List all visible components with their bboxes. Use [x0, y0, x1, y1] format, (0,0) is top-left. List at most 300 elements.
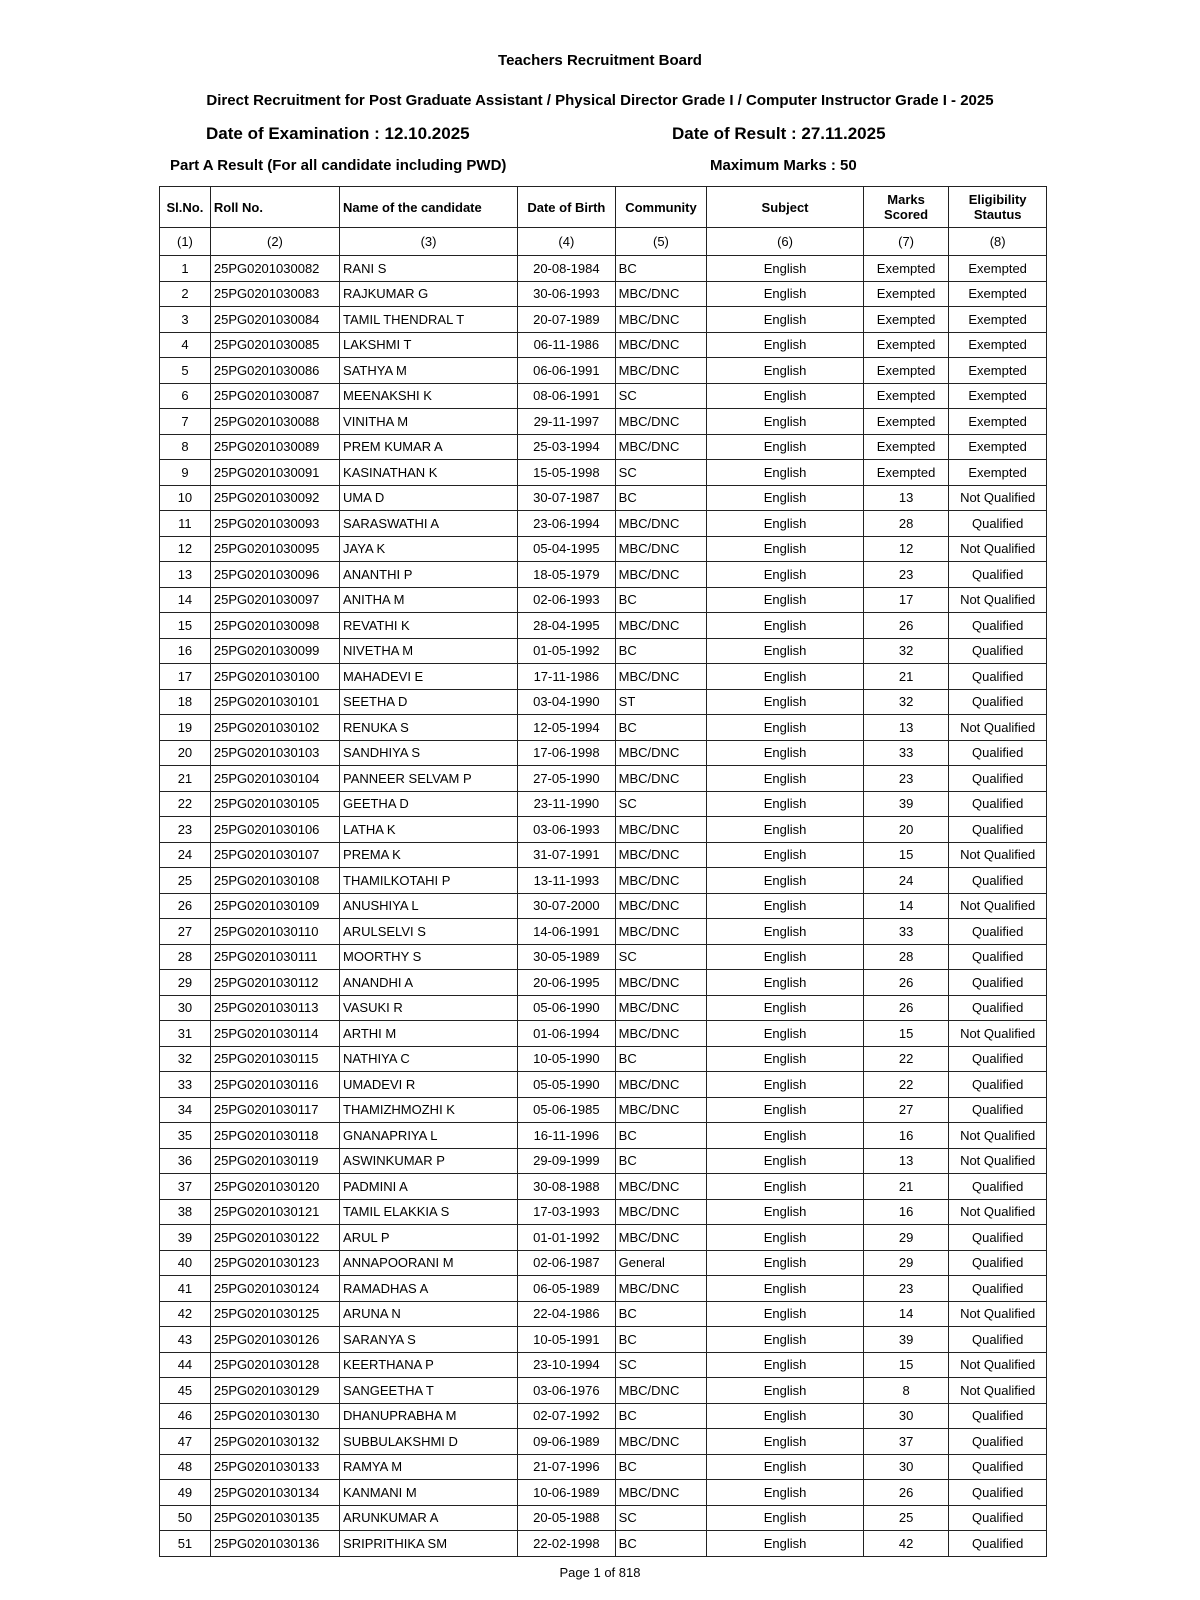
cell-subject: English — [707, 1480, 864, 1506]
cell-sl-no: 8 — [160, 434, 211, 460]
cell-community: SC — [615, 944, 707, 970]
cell-subject: English — [707, 511, 864, 537]
cell-roll-no: 25PG0201030096 — [210, 562, 339, 588]
cell-eligibility: Exempted — [949, 307, 1047, 333]
cell-community: MBC/DNC — [615, 1199, 707, 1225]
cell-roll-no: 25PG0201030119 — [210, 1148, 339, 1174]
table-row — [160, 1403, 1047, 1429]
cell-dob: 06-11-1986 — [518, 332, 616, 358]
cell-community: BC — [615, 485, 707, 511]
cell-dob: 23-06-1994 — [518, 511, 616, 537]
cell-name: RAMADHAS A — [340, 1276, 518, 1302]
cell-community: BC — [615, 1531, 707, 1557]
cell-community: MBC/DNC — [615, 613, 707, 639]
cell-sl-no: 32 — [160, 1046, 211, 1072]
table-row — [160, 511, 1047, 537]
cell-community: MBC/DNC — [615, 868, 707, 894]
cell-dob: 13-11-1993 — [518, 868, 616, 894]
cell-subject: English — [707, 995, 864, 1021]
cell-subject: English — [707, 409, 864, 435]
table-row — [160, 485, 1047, 511]
cell-marks: 25 — [863, 1505, 948, 1531]
cell-sl-no: 31 — [160, 1021, 211, 1047]
cell-subject: English — [707, 434, 864, 460]
cell-sl-no: 6 — [160, 383, 211, 409]
cell-eligibility: Not Qualified — [949, 485, 1047, 511]
cell-sl-no: 35 — [160, 1123, 211, 1149]
col-number: (3) — [340, 228, 518, 256]
cell-subject: English — [707, 664, 864, 690]
cell-marks: 8 — [863, 1378, 948, 1404]
cell-eligibility: Qualified — [949, 1250, 1047, 1276]
cell-eligibility: Qualified — [949, 1072, 1047, 1098]
cell-dob: 22-02-1998 — [518, 1531, 616, 1557]
cell-subject: English — [707, 1250, 864, 1276]
cell-sl-no: 9 — [160, 460, 211, 486]
table-row — [160, 1454, 1047, 1480]
cell-roll-no: 25PG0201030091 — [210, 460, 339, 486]
cell-eligibility: Qualified — [949, 740, 1047, 766]
table-row — [160, 332, 1047, 358]
cell-community: BC — [615, 256, 707, 282]
cell-sl-no: 48 — [160, 1454, 211, 1480]
cell-name: SANGEETHA T — [340, 1378, 518, 1404]
cell-dob: 06-06-1991 — [518, 358, 616, 384]
cell-roll-no: 25PG0201030087 — [210, 383, 339, 409]
cell-community: BC — [615, 1148, 707, 1174]
cell-dob: 25-03-1994 — [518, 434, 616, 460]
table-row — [160, 1046, 1047, 1072]
cell-eligibility: Qualified — [949, 1225, 1047, 1251]
cell-community: MBC/DNC — [615, 1225, 707, 1251]
cell-sl-no: 23 — [160, 817, 211, 843]
col-number: (8) — [949, 228, 1047, 256]
cell-roll-no: 25PG0201030129 — [210, 1378, 339, 1404]
cell-community: MBC/DNC — [615, 1276, 707, 1302]
cell-community: MBC/DNC — [615, 842, 707, 868]
cell-name: SRIPRITHIKA SM — [340, 1531, 518, 1557]
cell-marks: 24 — [863, 868, 948, 894]
cell-community: MBC/DNC — [615, 1378, 707, 1404]
cell-sl-no: 37 — [160, 1174, 211, 1200]
cell-sl-no: 3 — [160, 307, 211, 333]
cell-subject: English — [707, 1021, 864, 1047]
cell-dob: 23-11-1990 — [518, 791, 616, 817]
table-row — [160, 766, 1047, 792]
cell-marks: 26 — [863, 613, 948, 639]
cell-name: ARUNA N — [340, 1301, 518, 1327]
max-marks: Maximum Marks : 50 — [710, 157, 857, 174]
cell-community: MBC/DNC — [615, 332, 707, 358]
cell-eligibility: Qualified — [949, 1327, 1047, 1353]
cell-sl-no: 49 — [160, 1480, 211, 1506]
table-row — [160, 383, 1047, 409]
cell-dob: 01-06-1994 — [518, 1021, 616, 1047]
cell-subject: English — [707, 970, 864, 996]
cell-sl-no: 28 — [160, 944, 211, 970]
cell-roll-no: 25PG0201030089 — [210, 434, 339, 460]
cell-marks: Exempted — [863, 409, 948, 435]
cell-roll-no: 25PG0201030117 — [210, 1097, 339, 1123]
cell-subject: English — [707, 1225, 864, 1251]
cell-sl-no: 7 — [160, 409, 211, 435]
cell-name: JAYA K — [340, 536, 518, 562]
cell-sl-no: 40 — [160, 1250, 211, 1276]
cell-subject: English — [707, 766, 864, 792]
cell-dob: 14-06-1991 — [518, 919, 616, 945]
cell-name: UMADEVI R — [340, 1072, 518, 1098]
cell-eligibility: Qualified — [949, 511, 1047, 537]
cell-community: MBC/DNC — [615, 995, 707, 1021]
cell-subject: English — [707, 842, 864, 868]
cell-community: MBC/DNC — [615, 1097, 707, 1123]
cell-eligibility: Not Qualified — [949, 715, 1047, 741]
cell-community: SC — [615, 791, 707, 817]
cell-marks: 39 — [863, 1327, 948, 1353]
cell-roll-no: 25PG0201030095 — [210, 536, 339, 562]
cell-community: MBC/DNC — [615, 1174, 707, 1200]
table-row — [160, 1378, 1047, 1404]
cell-roll-no: 25PG0201030116 — [210, 1072, 339, 1098]
cell-name: KANMANI M — [340, 1480, 518, 1506]
cell-eligibility: Not Qualified — [949, 1199, 1047, 1225]
cell-dob: 02-07-1992 — [518, 1403, 616, 1429]
table-row — [160, 638, 1047, 664]
cell-eligibility: Not Qualified — [949, 1148, 1047, 1174]
cell-dob: 30-07-2000 — [518, 893, 616, 919]
cell-marks: 42 — [863, 1531, 948, 1557]
cell-name: SARASWATHI A — [340, 511, 518, 537]
cell-community: MBC/DNC — [615, 281, 707, 307]
cell-roll-no: 25PG0201030126 — [210, 1327, 339, 1353]
cell-roll-no: 25PG0201030113 — [210, 995, 339, 1021]
cell-sl-no: 17 — [160, 664, 211, 690]
cell-subject: English — [707, 791, 864, 817]
cell-community: BC — [615, 715, 707, 741]
cell-roll-no: 25PG0201030105 — [210, 791, 339, 817]
cell-dob: 12-05-1994 — [518, 715, 616, 741]
cell-name: SEETHA D — [340, 689, 518, 715]
cell-sl-no: 13 — [160, 562, 211, 588]
table-row — [160, 562, 1047, 588]
cell-name: ARTHI M — [340, 1021, 518, 1047]
cell-sl-no: 44 — [160, 1352, 211, 1378]
cell-name: THAMILKOTAHI P — [340, 868, 518, 894]
cell-name: SANDHIYA S — [340, 740, 518, 766]
cell-roll-no: 25PG0201030128 — [210, 1352, 339, 1378]
table-row — [160, 1352, 1047, 1378]
table-row — [160, 409, 1047, 435]
cell-sl-no: 2 — [160, 281, 211, 307]
cell-marks: 37 — [863, 1429, 948, 1455]
cell-eligibility: Qualified — [949, 1480, 1047, 1506]
cell-community: SC — [615, 1352, 707, 1378]
cell-roll-no: 25PG0201030092 — [210, 485, 339, 511]
cell-dob: 18-05-1979 — [518, 562, 616, 588]
cell-marks: 12 — [863, 536, 948, 562]
cell-marks: 33 — [863, 919, 948, 945]
table-row — [160, 919, 1047, 945]
cell-roll-no: 25PG0201030123 — [210, 1250, 339, 1276]
cell-marks: Exempted — [863, 281, 948, 307]
cell-roll-no: 25PG0201030086 — [210, 358, 339, 384]
page-indicator: Page 1 of 818 — [559, 1565, 641, 1580]
cell-community: BC — [615, 1454, 707, 1480]
document-title: Teachers Recruitment Board — [498, 52, 702, 69]
cell-roll-no: 25PG0201030114 — [210, 1021, 339, 1047]
cell-marks: Exempted — [863, 332, 948, 358]
cell-roll-no: 25PG0201030097 — [210, 587, 339, 613]
cell-subject: English — [707, 1454, 864, 1480]
cell-name: ARUNKUMAR A — [340, 1505, 518, 1531]
cell-name: SUBBULAKSHMI D — [340, 1429, 518, 1455]
cell-subject: English — [707, 383, 864, 409]
col-number: (4) — [518, 228, 616, 256]
cell-marks: 26 — [863, 1480, 948, 1506]
cell-community: MBC/DNC — [615, 664, 707, 690]
table-row — [160, 460, 1047, 486]
cell-sl-no: 10 — [160, 485, 211, 511]
cell-roll-no: 25PG0201030120 — [210, 1174, 339, 1200]
cell-eligibility: Qualified — [949, 791, 1047, 817]
cell-eligibility: Qualified — [949, 868, 1047, 894]
cell-roll-no: 25PG0201030109 — [210, 893, 339, 919]
cell-community: MBC/DNC — [615, 1021, 707, 1047]
cell-eligibility: Qualified — [949, 1174, 1047, 1200]
table-row — [160, 281, 1047, 307]
cell-roll-no: 25PG0201030106 — [210, 817, 339, 843]
cell-community: BC — [615, 1403, 707, 1429]
cell-roll-no: 25PG0201030100 — [210, 664, 339, 690]
cell-subject: English — [707, 740, 864, 766]
cell-dob: 20-06-1995 — [518, 970, 616, 996]
cell-eligibility: Not Qualified — [949, 1021, 1047, 1047]
cell-roll-no: 25PG0201030132 — [210, 1429, 339, 1455]
col-number: (5) — [615, 228, 707, 256]
cell-name: LATHA K — [340, 817, 518, 843]
table-row — [160, 740, 1047, 766]
table-row — [160, 664, 1047, 690]
cell-dob: 10-06-1989 — [518, 1480, 616, 1506]
cell-community: General — [615, 1250, 707, 1276]
cell-name: TAMIL ELAKKIA S — [340, 1199, 518, 1225]
part-a-label: Part A Result (For all candidate including PWD) — [170, 157, 507, 174]
cell-subject: English — [707, 1046, 864, 1072]
cell-name: PREMA K — [340, 842, 518, 868]
table-row — [160, 1199, 1047, 1225]
result-date: Date of Result : 27.11.2025 — [672, 124, 886, 143]
cell-roll-no: 25PG0201030101 — [210, 689, 339, 715]
cell-subject: English — [707, 536, 864, 562]
cell-roll-no: 25PG0201030125 — [210, 1301, 339, 1327]
table-row — [160, 256, 1047, 282]
cell-community: MBC/DNC — [615, 536, 707, 562]
cell-eligibility: Qualified — [949, 664, 1047, 690]
cell-marks: Exempted — [863, 434, 948, 460]
cell-sl-no: 19 — [160, 715, 211, 741]
cell-marks: 39 — [863, 791, 948, 817]
cell-subject: English — [707, 281, 864, 307]
table-row — [160, 1505, 1047, 1531]
cell-dob: 29-11-1997 — [518, 409, 616, 435]
cell-eligibility: Not Qualified — [949, 842, 1047, 868]
cell-roll-no: 25PG0201030098 — [210, 613, 339, 639]
cell-eligibility: Qualified — [949, 1097, 1047, 1123]
cell-community: MBC/DNC — [615, 817, 707, 843]
cell-dob: 28-04-1995 — [518, 613, 616, 639]
cell-community: MBC/DNC — [615, 1072, 707, 1098]
cell-name: SARANYA S — [340, 1327, 518, 1353]
cell-eligibility: Qualified — [949, 1429, 1047, 1455]
cell-name: GNANAPRIYA L — [340, 1123, 518, 1149]
cell-community: ST — [615, 689, 707, 715]
cell-sl-no: 51 — [160, 1531, 211, 1557]
cell-name: THAMIZHMOZHI K — [340, 1097, 518, 1123]
cell-name: ARUL P — [340, 1225, 518, 1251]
cell-dob: 23-10-1994 — [518, 1352, 616, 1378]
cell-marks: 16 — [863, 1123, 948, 1149]
cell-roll-no: 25PG0201030124 — [210, 1276, 339, 1302]
col-roll-no: Roll No. — [210, 187, 339, 228]
cell-dob: 20-08-1984 — [518, 256, 616, 282]
cell-subject: English — [707, 1352, 864, 1378]
cell-roll-no: 25PG0201030104 — [210, 766, 339, 792]
cell-marks: 13 — [863, 1148, 948, 1174]
cell-marks: 23 — [863, 766, 948, 792]
cell-dob: 15-05-1998 — [518, 460, 616, 486]
cell-roll-no: 25PG0201030136 — [210, 1531, 339, 1557]
cell-subject: English — [707, 485, 864, 511]
cell-marks: 13 — [863, 715, 948, 741]
cell-sl-no: 36 — [160, 1148, 211, 1174]
cell-sl-no: 47 — [160, 1429, 211, 1455]
cell-subject: English — [707, 1072, 864, 1098]
col-dob: Date of Birth — [518, 187, 616, 228]
col-name: Name of the candidate — [340, 187, 518, 228]
table-row — [160, 715, 1047, 741]
cell-subject: English — [707, 332, 864, 358]
cell-subject: English — [707, 1097, 864, 1123]
cell-eligibility: Qualified — [949, 919, 1047, 945]
cell-subject: English — [707, 1531, 864, 1557]
cell-eligibility: Qualified — [949, 1454, 1047, 1480]
cell-community: MBC/DNC — [615, 307, 707, 333]
cell-marks: 15 — [863, 1352, 948, 1378]
cell-roll-no: 25PG0201030112 — [210, 970, 339, 996]
cell-subject: English — [707, 1123, 864, 1149]
cell-name: KASINATHAN K — [340, 460, 518, 486]
cell-roll-no: 25PG0201030107 — [210, 842, 339, 868]
table-row — [160, 1097, 1047, 1123]
cell-community: MBC/DNC — [615, 434, 707, 460]
cell-community: BC — [615, 638, 707, 664]
cell-name: RANI S — [340, 256, 518, 282]
cell-dob: 17-11-1986 — [518, 664, 616, 690]
cell-name: MOORTHY S — [340, 944, 518, 970]
cell-sl-no: 41 — [160, 1276, 211, 1302]
cell-sl-no: 34 — [160, 1097, 211, 1123]
cell-eligibility: Qualified — [949, 1531, 1047, 1557]
cell-sl-no: 4 — [160, 332, 211, 358]
cell-community: MBC/DNC — [615, 970, 707, 996]
table-row — [160, 1429, 1047, 1455]
cell-dob: 27-05-1990 — [518, 766, 616, 792]
cell-subject: English — [707, 893, 864, 919]
cell-name: ANITHA M — [340, 587, 518, 613]
cell-eligibility: Qualified — [949, 613, 1047, 639]
cell-dob: 30-08-1988 — [518, 1174, 616, 1200]
cell-name: ANUSHIYA L — [340, 893, 518, 919]
cell-name: LAKSHMI T — [340, 332, 518, 358]
cell-roll-no: 25PG0201030088 — [210, 409, 339, 435]
cell-dob: 30-06-1993 — [518, 281, 616, 307]
table-row — [160, 613, 1047, 639]
cell-marks: 21 — [863, 664, 948, 690]
cell-name: MAHADEVI E — [340, 664, 518, 690]
cell-subject: English — [707, 460, 864, 486]
cell-subject: English — [707, 562, 864, 588]
cell-marks: 15 — [863, 842, 948, 868]
cell-eligibility: Qualified — [949, 1046, 1047, 1072]
cell-dob: 01-05-1992 — [518, 638, 616, 664]
col-eligibility: Eligibility Stautus — [949, 187, 1047, 228]
cell-name: TAMIL THENDRAL T — [340, 307, 518, 333]
cell-marks: 22 — [863, 1072, 948, 1098]
table-row — [160, 1250, 1047, 1276]
cell-community: MBC/DNC — [615, 1480, 707, 1506]
cell-roll-no: 25PG0201030099 — [210, 638, 339, 664]
cell-name: RAJKUMAR G — [340, 281, 518, 307]
cell-community: MBC/DNC — [615, 1429, 707, 1455]
cell-name: PANNEER SELVAM P — [340, 766, 518, 792]
cell-marks: 14 — [863, 1301, 948, 1327]
cell-community: SC — [615, 460, 707, 486]
cell-subject: English — [707, 1505, 864, 1531]
cell-sl-no: 30 — [160, 995, 211, 1021]
cell-subject: English — [707, 689, 864, 715]
cell-subject: English — [707, 1174, 864, 1200]
cell-sl-no: 39 — [160, 1225, 211, 1251]
cell-dob: 05-06-1985 — [518, 1097, 616, 1123]
cell-sl-no: 29 — [160, 970, 211, 996]
cell-marks: 29 — [863, 1250, 948, 1276]
cell-community: BC — [615, 1123, 707, 1149]
cell-subject: English — [707, 358, 864, 384]
table-row — [160, 1072, 1047, 1098]
cell-dob: 08-06-1991 — [518, 383, 616, 409]
cell-eligibility: Exempted — [949, 434, 1047, 460]
cell-community: SC — [615, 383, 707, 409]
cell-dob: 02-06-1987 — [518, 1250, 616, 1276]
col-marks: Marks Scored — [863, 187, 948, 228]
cell-marks: 23 — [863, 1276, 948, 1302]
cell-sl-no: 5 — [160, 358, 211, 384]
cell-name: NATHIYA C — [340, 1046, 518, 1072]
cell-roll-no: 25PG0201030134 — [210, 1480, 339, 1506]
table-row — [160, 1174, 1047, 1200]
table-row — [160, 970, 1047, 996]
cell-subject: English — [707, 1327, 864, 1353]
cell-roll-no: 25PG0201030130 — [210, 1403, 339, 1429]
cell-eligibility: Exempted — [949, 358, 1047, 384]
cell-community: MBC/DNC — [615, 919, 707, 945]
cell-subject: English — [707, 1148, 864, 1174]
cell-eligibility: Qualified — [949, 766, 1047, 792]
table-row — [160, 1021, 1047, 1047]
cell-sl-no: 33 — [160, 1072, 211, 1098]
table-row — [160, 1148, 1047, 1174]
table-row — [160, 893, 1047, 919]
